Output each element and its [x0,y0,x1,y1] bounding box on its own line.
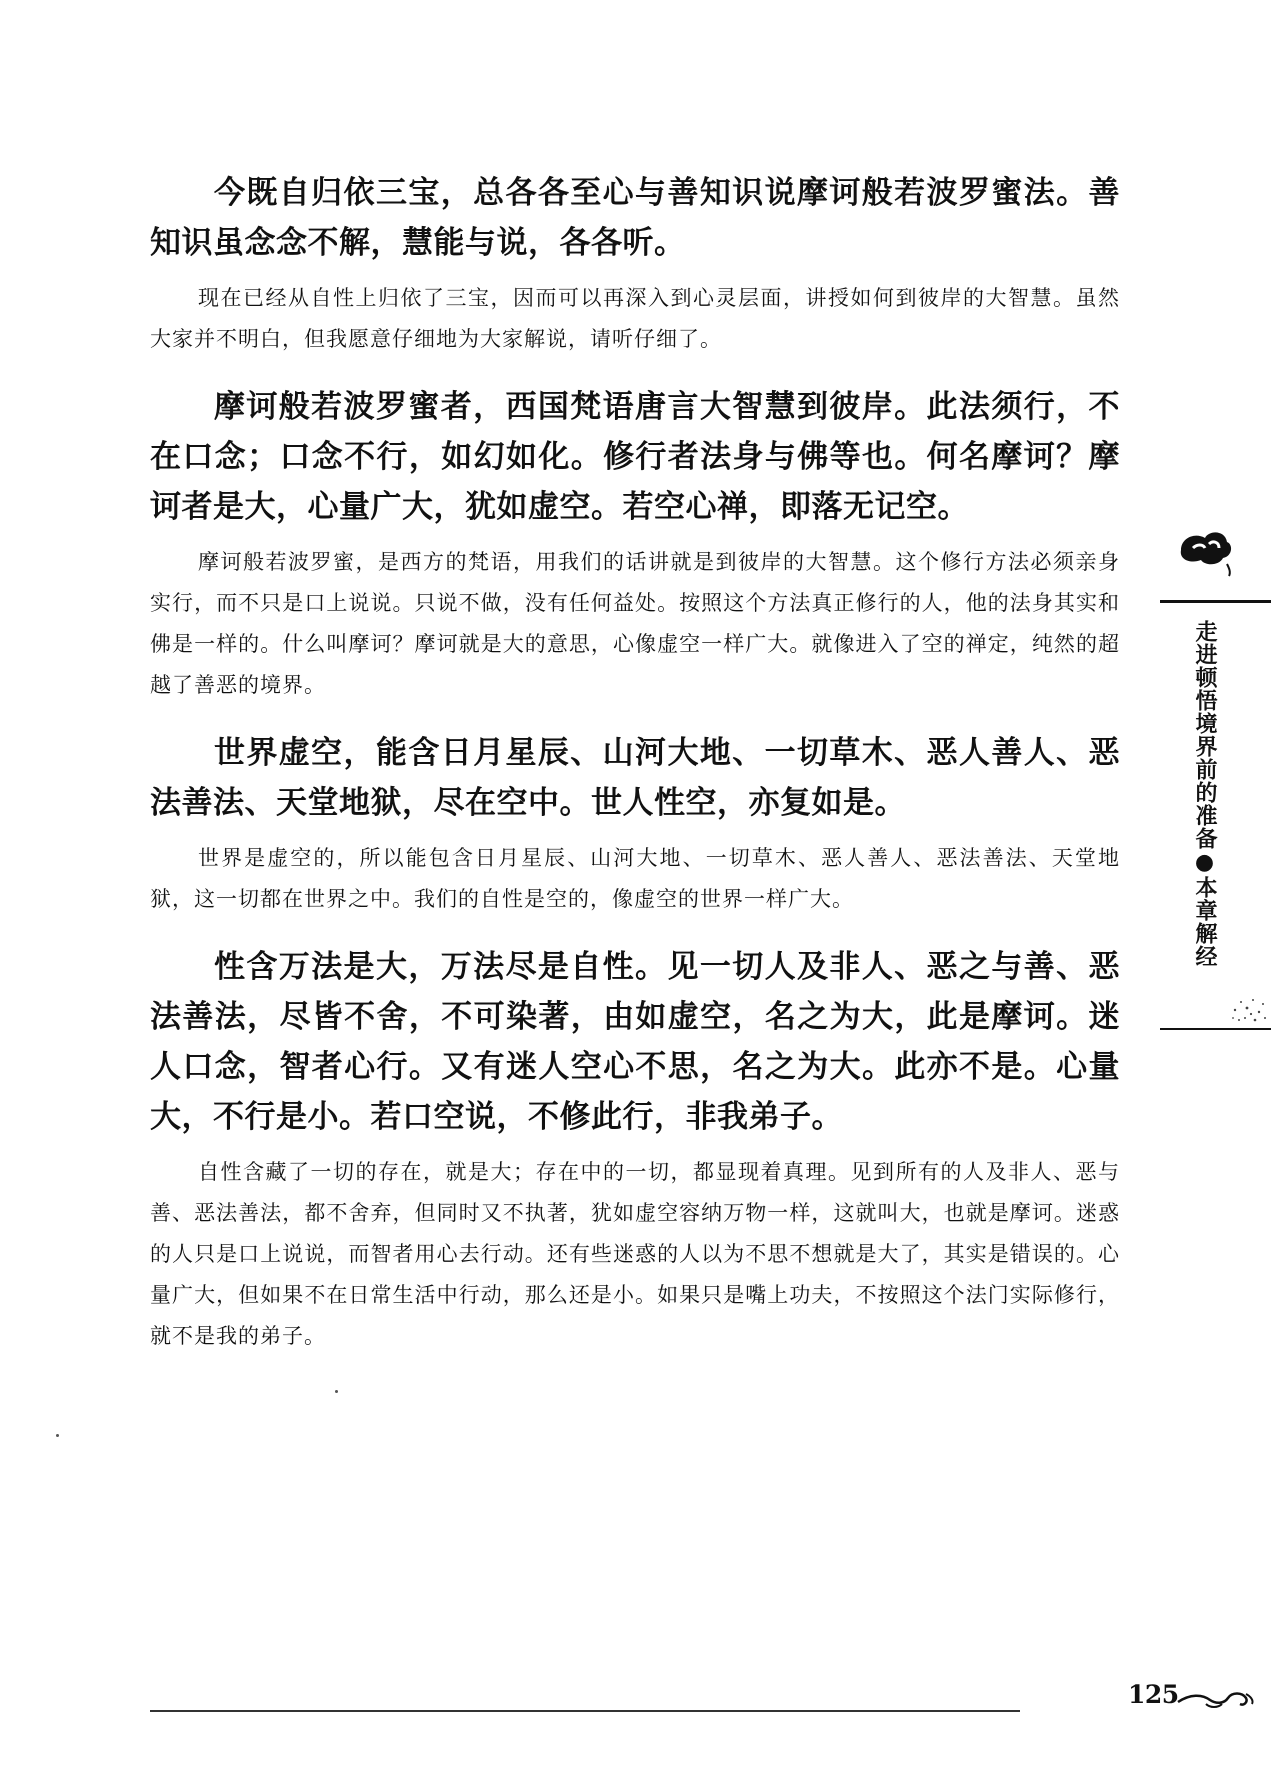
page-number: 125 [1128,1680,1179,1709]
commentary-text: 世界是虚空的，所以能包含日月星辰、山河大地、一切草木、恶人善人、恶法善法、天堂地狱，这一切都在世界之中。我们的自性是空的，像虚空的世界一样广大。 [150,846,1120,911]
scripture-text: 性含万法是大，万法尽是自性。见一切人及非人、恶之与善、恶法善法，尽皆不舍，不可染著，由如虚空，名之为大，此是摩诃。迷人口念，智者心行。又有迷人空心不思，名之为大。此亦不是。心量大，不行是小。若口空说，不修此行，非我弟子。 [150,949,1120,1135]
side-header-title-part2: 本章解经 [1192,876,1217,968]
side-header-separator: ● [1192,850,1217,876]
scripture-text: 世界虚空，能含日月星辰、山河大地、一切草木、恶人善人、恶法善法、天堂地狱，尽在空中。世人性空，亦复如是。 [150,735,1120,821]
texture-decoration-icon [1225,990,1269,1026]
commentary-text: 摩诃般若波罗蜜，是西方的梵语，用我们的话讲就是到彼岸的大智慧。这个修行方法必须亲身实行，而不只是口上说说。只说不做，没有任何益处。按照这个方法真正修行的人，他的法身其实和佛是一样的。什么叫摩诃？摩诃就是大的意思，心像虚空一样广大。就像进入了空的禅定，纯然的超越了善恶的境界。 [150,550,1120,697]
side-header-top-rule [1160,600,1271,603]
scripture-text: 今既自归依三宝，总各各至心与善知识说摩诃般若波罗蜜法。善知识虽念念不解，慧能与说，各各听。 [150,175,1120,261]
commentary-text: 自性含藏了一切的存在，就是大；存在中的一切，都显现着真理。见到所有的人及非人、恶与善、恶法善法，都不舍弃，但同时又不执著，犹如虚空容纳万物一样，这就叫大，也就是摩诃。迷惑的人只是口上说说，而智者用心去行动。还有些迷惑的人以为不思不想就是大了，其实是错误的。心量广大，但如果不在日常生活中行动，那么还是小。如果只是嘴上功夫，不按照这个法门实际修行，就不是我的弟子。 [150,1160,1120,1348]
stray-mark [335,1390,338,1393]
side-header-bottom-rule [1160,1028,1271,1030]
section-1 [150,168,1120,360]
swirl-icon [1176,1684,1256,1712]
side-header-title [1190,620,1218,968]
page-content [150,168,1120,1379]
commentary-text: 现在已经从自性上归依了三宝，因而可以再深入到心灵层面，讲授如何到彼岸的大智慧。虽然大家并不明白，但我愿意仔细地为大家解说，请听仔细了。 [150,286,1120,351]
scripture-text: 摩诃般若波罗蜜者，西国梵语唐言大智慧到彼岸。此法须行，不在口念；口念不行，如幻如化。修行者法身与佛等也。何名摩诃？摩诃者是大，心量广大，犹如虚空。若空心禅，即落无记空。 [150,389,1120,525]
side-header-title-part1: 走进顿悟境界前的准备 [1192,620,1217,850]
section-2 [150,382,1120,706]
section-4 [150,942,1120,1357]
footer-rule [150,1710,1020,1712]
stray-mark [56,1434,59,1437]
section-3 [150,728,1120,920]
cloud-icon [1175,520,1235,580]
